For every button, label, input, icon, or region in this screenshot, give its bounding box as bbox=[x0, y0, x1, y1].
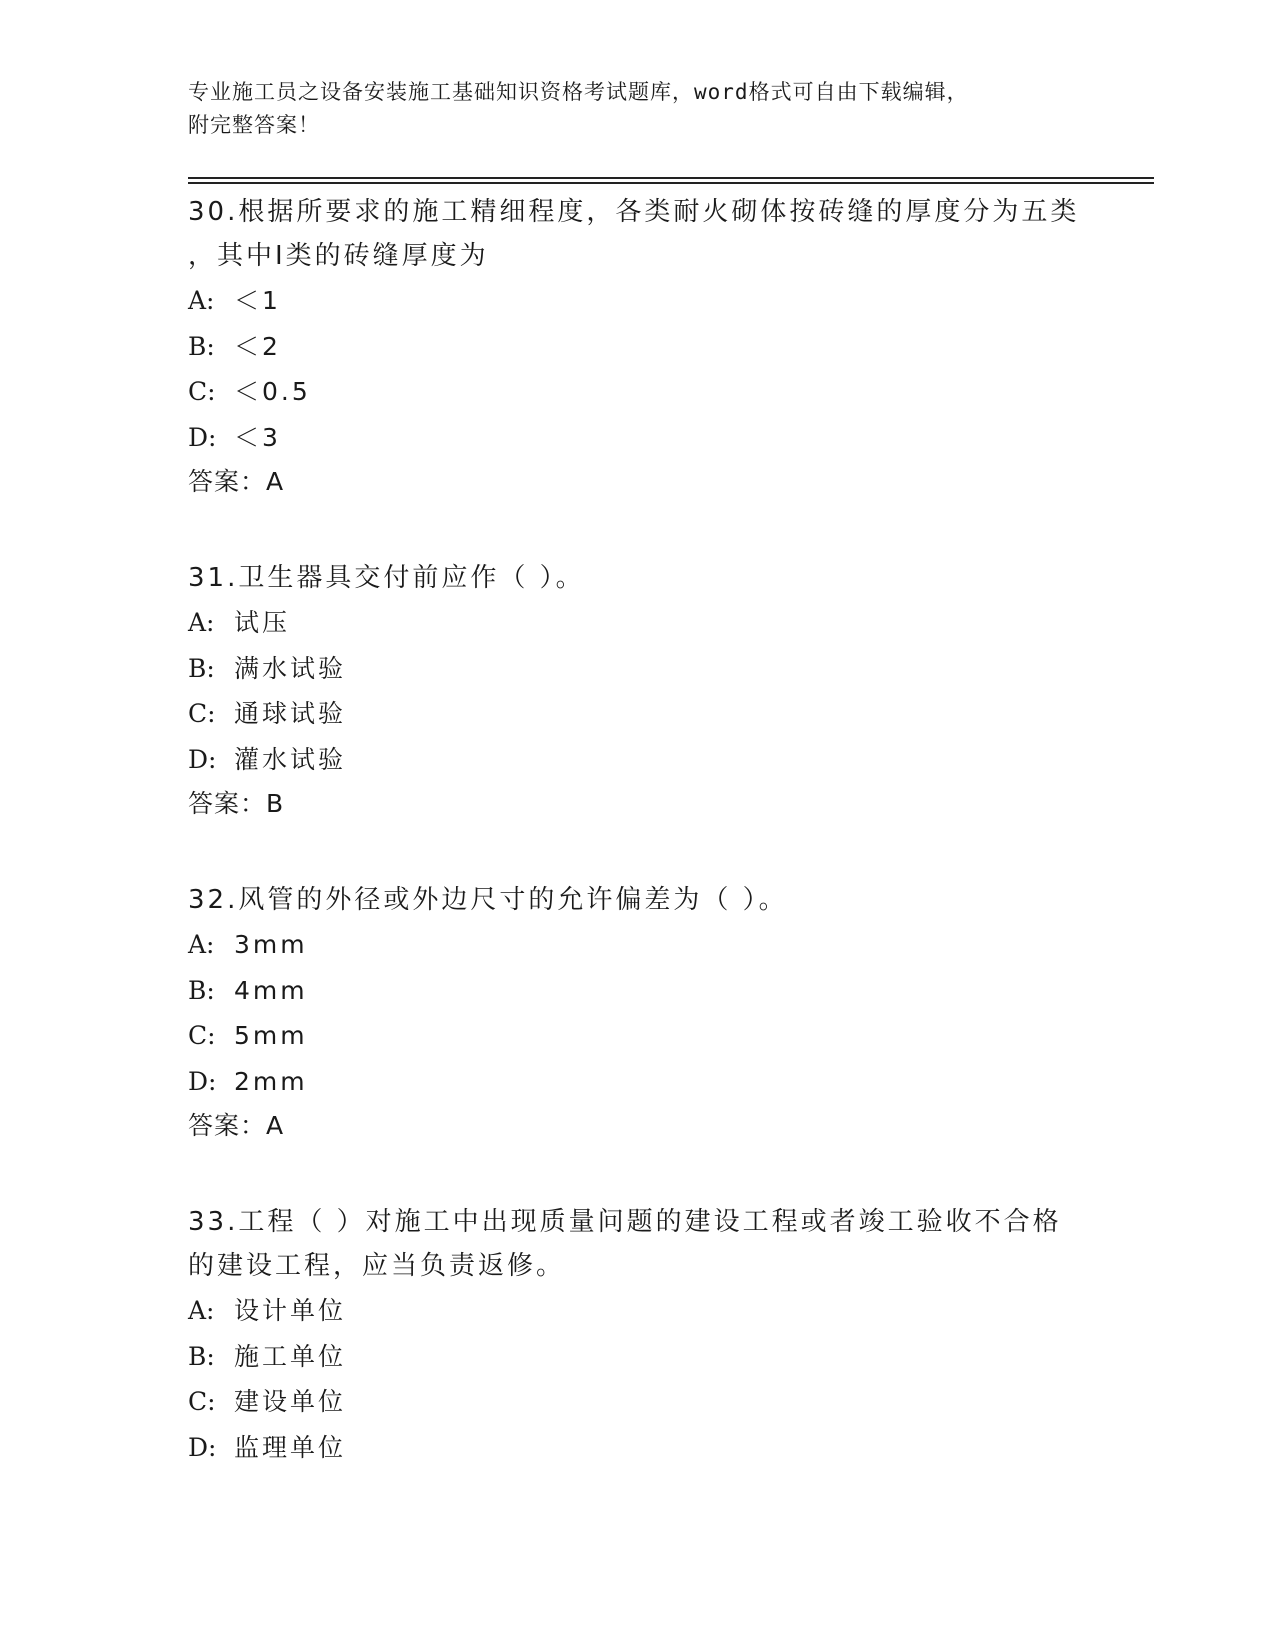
option-c bbox=[188, 691, 1128, 737]
option-a bbox=[188, 600, 1128, 646]
option-key: C: bbox=[188, 1021, 216, 1050]
option-text: ＜2 bbox=[234, 331, 281, 361]
option-key: B: bbox=[188, 975, 215, 1005]
option-d bbox=[188, 737, 1128, 783]
option-text: 3mm bbox=[234, 930, 308, 959]
option-text: 施工单位 bbox=[234, 1341, 347, 1371]
option-b bbox=[188, 1334, 1128, 1380]
option-c bbox=[188, 1013, 1128, 1059]
question-32 bbox=[188, 878, 1128, 1148]
question-31 bbox=[188, 556, 1128, 826]
option-text: 4mm bbox=[234, 975, 308, 1005]
question-list bbox=[188, 190, 1128, 1470]
question-33 bbox=[188, 1200, 1128, 1470]
option-text: 试压 bbox=[234, 608, 291, 637]
question-text-line: 30.根据所要求的施工精细程度，各类耐火砌体按砖缝的厚度分为五类 bbox=[188, 197, 1080, 227]
option-key: D: bbox=[188, 744, 217, 774]
header-line-1: 专业施工员之设备安装施工基础知识资格考试题库，word格式可自由下载编辑， bbox=[188, 80, 969, 104]
option-key: B: bbox=[188, 1341, 215, 1371]
option-key: A: bbox=[188, 286, 215, 315]
option-a bbox=[188, 1288, 1128, 1334]
option-key: D: bbox=[188, 1432, 217, 1462]
option-key: C: bbox=[188, 699, 216, 728]
option-text: 2mm bbox=[234, 1066, 308, 1096]
document-header bbox=[188, 76, 1068, 142]
option-key: A: bbox=[188, 1296, 215, 1325]
option-text: 设计单位 bbox=[234, 1296, 347, 1325]
answer-text: 答案：B bbox=[188, 789, 285, 818]
option-key: A: bbox=[188, 608, 215, 637]
option-d bbox=[188, 1059, 1128, 1105]
option-text: 灌水试验 bbox=[234, 744, 347, 774]
header-line-2: 附完整答案！ bbox=[188, 113, 320, 137]
header-divider-top bbox=[188, 177, 1154, 179]
option-key: B: bbox=[188, 653, 215, 683]
option-b bbox=[188, 968, 1128, 1014]
option-text: 建设单位 bbox=[234, 1387, 347, 1416]
answer-text: 答案：A bbox=[188, 467, 285, 496]
question-text-line: 32.风管的外径或外边尺寸的允许偏差为（ ）。 bbox=[188, 885, 788, 915]
option-d bbox=[188, 415, 1128, 461]
option-c bbox=[188, 1379, 1128, 1425]
option-text: 通球试验 bbox=[234, 699, 347, 728]
question-text-line: 31.卫生器具交付前应作（ ）。 bbox=[188, 563, 585, 593]
option-text: 监理单位 bbox=[234, 1432, 347, 1462]
option-key: C: bbox=[188, 1387, 216, 1416]
option-text: ＜3 bbox=[234, 422, 281, 452]
option-key: B: bbox=[188, 331, 215, 361]
option-key: D: bbox=[188, 422, 217, 452]
option-c bbox=[188, 369, 1128, 415]
option-text: 满水试验 bbox=[234, 653, 347, 683]
option-b bbox=[188, 324, 1128, 370]
option-key: D: bbox=[188, 1066, 217, 1096]
option-key: C: bbox=[188, 377, 216, 406]
header-divider-bottom bbox=[188, 182, 1154, 184]
option-text: ＜1 bbox=[234, 286, 281, 315]
question-text-line: 的建设工程，应当负责返修。 bbox=[188, 1251, 566, 1281]
option-a bbox=[188, 922, 1128, 968]
question-text-line: 33.工程（ ）对施工中出现质量问题的建设工程或者竣工验收不合格 bbox=[188, 1207, 1062, 1237]
option-a bbox=[188, 278, 1128, 324]
question-30 bbox=[188, 190, 1128, 504]
option-key: A: bbox=[188, 930, 215, 959]
option-d bbox=[188, 1425, 1128, 1471]
question-text-line: ，其中Ⅰ类的砖缝厚度为 bbox=[188, 241, 489, 271]
option-text: 5mm bbox=[234, 1021, 308, 1050]
option-text: ＜0.5 bbox=[234, 377, 311, 406]
option-b bbox=[188, 646, 1128, 692]
answer-text: 答案：A bbox=[188, 1111, 285, 1140]
